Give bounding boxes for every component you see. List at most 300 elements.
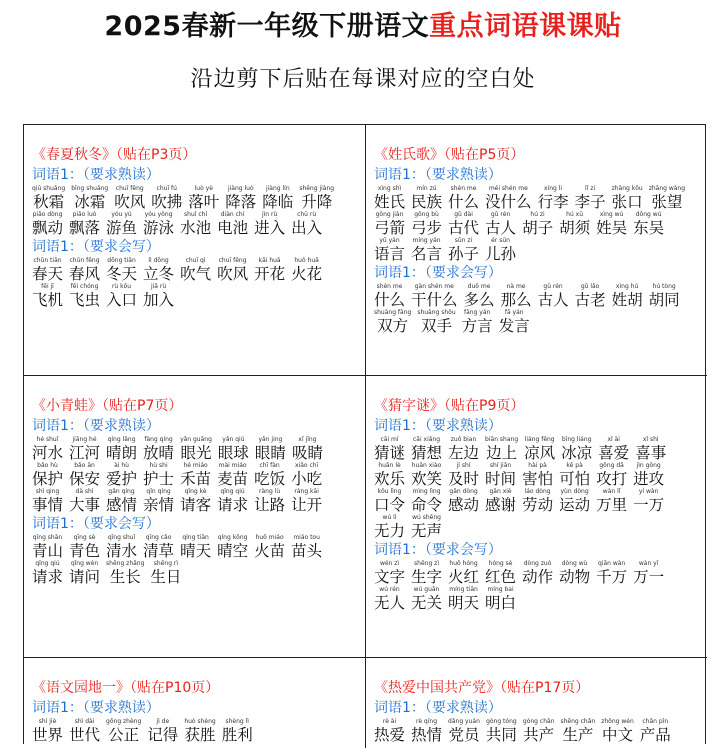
vocab-word [32,283,63,309]
pinyin: kǒu lìng [377,488,402,495]
pinyin: jì de [156,718,170,725]
hanzi: 胡同 [648,291,680,309]
hanzi: 吃饭 [254,470,286,488]
hanzi: 名言 [411,245,443,263]
lesson-cell [366,658,707,748]
pinyin: qǐng wèn [70,560,99,567]
hanzi: 获胜 [184,726,216,744]
vocab-word [448,185,479,211]
vocab-word [69,718,100,744]
hanzi: 秋霜 [33,193,65,211]
section-label: 词语1：（要求熟读） [32,418,160,434]
vocab-word [649,185,685,211]
pinyin: xǐ shì [642,436,659,443]
hanzi: 爱护 [106,470,138,488]
hanzi: 冬天 [106,265,138,283]
pinyin: bīng liáng [561,436,592,443]
vocab-word [69,560,100,586]
pinyin: méi shén me [488,185,528,192]
vocab-word [522,211,553,237]
vocab-word [635,436,666,462]
pinyin: qīng shuǐ [107,534,136,541]
vocab-word [374,436,405,462]
pinyin: qǐng kè [184,488,207,495]
hanzi: 冰霜 [74,193,106,211]
pinyin: chūn fēng [69,257,100,264]
pinyin: míng tiān [449,586,478,593]
hanzi: 可怕 [559,470,591,488]
vocab-word [417,309,455,335]
hanzi: 苗头 [291,542,323,560]
vocab-word [538,283,569,309]
vocab-word [106,283,137,309]
hanzi: 进攻 [633,470,665,488]
vocab-word [411,560,442,586]
pinyin: hé miáo [183,462,208,469]
lesson-title: 《语文园地一》（贴在P10页） [32,680,220,696]
pinyin: lǐ zi [585,185,596,192]
vocab-word [217,488,248,514]
vocab-word [254,257,285,283]
vocab-word [598,436,629,462]
vocab-word [411,237,442,263]
vocab-word [374,718,405,744]
pinyin: miáo tou [293,534,320,541]
hanzi: 胡子 [522,219,554,237]
pinyin: yǎn jing [258,436,283,443]
word-list [32,436,365,514]
lesson-cell [24,376,366,658]
vocab-word [106,560,144,586]
pinyin: jí shí [456,462,471,469]
pinyin: chǎn pǐn [642,718,669,725]
pinyin: wú shēng [412,514,441,521]
vocab-word [523,718,555,744]
vocab-word [499,309,530,335]
pinyin: chuī fēng [115,185,144,192]
hanzi: 感谢 [485,496,517,514]
pinyin: qíng tiān [182,534,209,541]
hanzi: 吹风 [114,193,146,211]
pinyin: xìng wú [599,211,624,218]
hanzi: 无关 [411,594,443,612]
vocab-word [188,185,219,211]
hanzi: 欢笑 [411,470,443,488]
vocab-word [69,488,100,514]
hanzi: 水池 [180,219,212,237]
vocab-word [254,488,285,514]
pinyin: piāo luò [72,211,97,218]
hanzi: 凉风 [524,444,556,462]
lesson-title: 《猜字谜》（贴在P9页） [374,398,525,414]
vocab-word [262,185,293,211]
pinyin: qīng shān [32,534,63,541]
title-main: 2025春新一年级下册语文 [104,11,430,42]
hanzi: 吹风 [217,265,249,283]
lesson-cell [366,376,707,658]
vocab-word [217,534,248,560]
vocab-word [217,257,248,283]
pinyin: shēng zhǎng [106,560,145,567]
hanzi: 姓胡 [611,291,643,309]
hanzi: 亲情 [143,496,175,514]
hanzi: 感动 [448,496,480,514]
vocab-word [596,462,627,488]
vocab-word [559,560,590,586]
pinyin: gōng jiàn [375,211,404,218]
hanzi: 中文 [601,726,633,744]
hanzi: 落叶 [188,193,220,211]
pinyin: qiān wàn [597,560,626,567]
vocab-word [411,718,442,744]
hanzi: 害怕 [522,470,554,488]
hanzi: 无力 [374,522,406,540]
vocab-word [464,283,495,309]
hanzi: 让路 [254,496,286,514]
pinyin: yùn dòng [560,488,589,495]
hanzi: 生字 [411,568,443,586]
lesson-cell [366,125,707,376]
section-label: 词语1：（要求熟读） [374,700,502,716]
pinyin: fēi jī [41,283,54,290]
pinyin: wú guān [413,586,440,593]
pinyin: gōng dǎ [599,462,624,469]
vocab-word [411,185,442,211]
pinyin: hù shi [149,462,168,469]
hanzi: 生产 [562,726,594,744]
hanzi: 降临 [262,193,294,211]
vocab-word [411,462,442,488]
pinyin: ràng kāi [294,488,319,495]
vocab-word [485,586,516,612]
vocab-word [32,718,63,744]
pinyin: dōng wú [635,211,662,218]
pinyin: shì jiè [38,718,57,725]
pinyin: kāi huā [258,257,281,264]
pinyin: fāng yán [464,309,491,316]
vocab-word [69,257,100,283]
pinyin: bǎo ān [74,462,95,469]
pinyin: huǒ miáo [255,534,284,541]
title-highlight: 重点词语课课贴 [429,11,622,42]
vocab-word [114,185,145,211]
vocab-word [143,211,174,237]
vocab-word [485,237,516,263]
hanzi: 喜爱 [598,444,630,462]
hanzi: 飘落 [69,219,101,237]
vocab-word [225,185,256,211]
pinyin: xìng shì [377,185,402,192]
hanzi: 无人 [374,594,406,612]
pinyin: gǎn xiè [489,488,512,495]
pinyin: gōng bù [414,211,439,218]
vocab-word [106,488,137,514]
pinyin: jiāng hé [72,436,97,443]
pinyin: xǐ ài [607,436,620,443]
hanzi: 动物 [559,568,591,586]
vocab-word [596,488,627,514]
pinyin: dòng zuò [523,560,552,567]
vocab-word [485,436,518,462]
hanzi: 孙子 [448,245,480,263]
vocab-word [374,586,405,612]
hanzi: 生日 [150,568,182,586]
hanzi: 弓步 [411,219,443,237]
hanzi: 公正 [108,726,140,744]
word-list [374,283,707,335]
vocab-word [143,462,174,488]
hanzi: 感情 [106,496,138,514]
vocab-word [69,283,100,309]
pinyin: shēng chǎn [560,718,596,725]
vocab-word [559,211,590,237]
hanzi: 张望 [651,193,683,211]
vocab-word [180,462,211,488]
lesson-cell [24,125,366,376]
vocab-word [374,560,405,586]
vocab-word [32,534,63,560]
pinyin: rè ài [382,718,397,725]
vocab-word [374,514,405,540]
hanzi: 眼球 [217,444,249,462]
vocab-word [485,488,516,514]
word-list [32,534,365,586]
pinyin: wén zì [379,560,400,567]
hanzi: 世代 [69,726,101,744]
hanzi: 入口 [106,291,138,309]
hanzi: 吸睛 [291,444,323,462]
pinyin: liáng fēng [524,436,555,443]
vocab-word [106,257,137,283]
pinyin: qīng cǎo [145,534,172,541]
hanzi: 口令 [374,496,406,514]
pinyin: hé shuǐ [36,436,59,443]
vocab-word [217,462,248,488]
hanzi: 事情 [32,496,64,514]
vocab-word [374,462,405,488]
vocab-word [143,488,174,514]
vocab-word [633,211,664,237]
hanzi: 李子 [574,193,606,211]
pinyin: bīng shuāng [71,185,109,192]
vocab-word [486,718,517,744]
vocab-word [106,436,137,462]
vocab-word [411,488,442,514]
vocab-word [106,718,141,744]
pinyin: yí wàn [638,488,659,495]
pinyin: shēng jiàng [299,185,335,192]
hanzi: 左边 [448,444,480,462]
pinyin: huān xiào [411,462,442,469]
hanzi: 禾苗 [180,470,212,488]
hanzi: 攻打 [596,470,628,488]
vocab-word [69,436,100,462]
pinyin: ràng lù [259,488,281,495]
pinyin: chuī fú [156,185,177,192]
pinyin: shēng zì [414,560,439,567]
vocab-word [501,283,532,309]
vocab-word [32,462,63,488]
pinyin: shì dài [74,718,95,725]
pinyin: biān shang [485,436,519,443]
hanzi: 古人 [537,291,569,309]
pinyin: gòng tóng [486,718,517,725]
word-list [32,185,365,237]
hanzi: 世界 [32,726,64,744]
vocab-word [411,211,442,237]
hanzi: 千万 [596,568,628,586]
hanzi: 清草 [143,542,175,560]
vocab-word [106,211,137,237]
pinyin: shēng rì [153,560,179,567]
vocab-word [649,283,680,309]
hanzi: 姓吴 [596,219,628,237]
pinyin: cāi mí [380,436,399,443]
pinyin: jiàng lín [265,185,290,192]
pinyin: yóu yú [111,211,132,218]
pinyin: xìng hú [615,283,639,290]
hanzi: 共产 [523,726,555,744]
vocab-word [291,257,322,283]
hanzi: 晴天 [180,542,212,560]
hanzi: 那么 [500,291,532,309]
pinyin: hóng sè [488,560,513,567]
vocab-word [633,560,664,586]
hanzi: 双方 [377,317,409,335]
vocab-word [218,436,249,462]
vocab-word [254,211,285,237]
vocab-word [299,185,334,211]
hanzi: 什么 [374,291,406,309]
hanzi: 飞机 [32,291,64,309]
hanzi: 进入 [254,219,286,237]
hanzi: 干什么 [411,291,458,309]
pinyin: jìn gōng [636,462,661,469]
pinyin: diàn chí [220,211,245,218]
hanzi: 记得 [147,726,179,744]
hanzi: 边上 [486,444,518,462]
vocab-word [448,237,479,263]
hanzi: 劳动 [522,496,554,514]
hanzi: 请客 [180,496,212,514]
vocab-word [69,534,100,560]
hanzi: 眼睛 [254,444,286,462]
vocab-word [143,534,174,560]
word-list [374,436,707,540]
hanzi: 产品 [639,726,671,744]
vocab-word [147,718,178,744]
vocab-word [291,534,322,560]
hanzi: 晴空 [217,542,249,560]
pinyin: jiā rù [150,283,167,290]
vocab-word [640,718,671,744]
pinyin: shuāng fāng [374,309,412,316]
pinyin: dòng wù [561,560,588,567]
pinyin: hài pà [528,462,547,469]
hanzi: 多么 [463,291,495,309]
hanzi: 热爱 [374,726,406,744]
hanzi: 飞虫 [69,291,101,309]
hanzi: 欢乐 [374,470,406,488]
vocab-word [254,534,285,560]
pinyin: shí jiān [489,462,512,469]
pinyin: gǎn dòng [449,488,478,495]
pinyin: huǒ hóng [449,560,478,567]
hanzi: 护士 [143,470,175,488]
vocab-word [106,534,137,560]
vocab-word [374,283,405,309]
hanzi: 麦苗 [217,470,249,488]
hanzi: 生长 [109,568,141,586]
pinyin: xiǎo chī [294,462,319,469]
pinyin: zuǒ bian [450,436,477,443]
vocab-word [575,185,606,211]
pinyin: bǎo hù [37,462,58,469]
vocab-word [522,488,553,514]
hanzi: 清水 [106,542,138,560]
pinyin: wàn yī [638,560,659,567]
pinyin: fēi chóng [70,283,99,290]
pinyin: qīng sè [73,534,96,541]
pinyin: gǔ lǎo [580,283,600,290]
hanzi: 猜谜 [374,444,406,462]
hanzi: 吹气 [180,265,212,283]
pinyin: hú tòng [652,283,676,290]
hanzi: 吹拂 [151,193,183,211]
vocab-word [522,560,553,586]
vocab-word [32,211,63,237]
pinyin: shèng lì [225,718,249,725]
pinyin: míng yán [412,237,441,244]
section-label: 词语1：（要求熟读） [374,167,502,183]
hanzi: 游泳 [143,219,175,237]
pinyin: shén me [376,283,403,290]
pinyin: yǎn qiú [222,436,245,443]
vocab-word [448,488,479,514]
vocab-word [180,436,212,462]
lesson-title: 《热爱中国共产党》（贴在P17页） [374,680,590,696]
word-list [374,185,707,263]
hanzi: 开花 [254,265,286,283]
hanzi: 保安 [69,470,101,488]
section-label: 词语1：（要求会写） [374,265,502,281]
pinyin: wú lì [382,514,397,521]
hanzi: 胜利 [221,726,253,744]
hanzi: 一万 [633,496,665,514]
vocab-word [69,462,100,488]
pinyin: qíng kōng [217,534,248,541]
hanzi: 什么 [448,193,480,211]
pinyin: wàn lǐ [602,488,621,495]
vocab-word [180,211,211,237]
word-list [374,560,707,612]
pinyin: shén me [450,185,477,192]
vocab-word [411,283,458,309]
pinyin: qiū shuāng [32,185,66,192]
hanzi: 方言 [461,317,493,335]
vocab-word [596,211,627,237]
hanzi: 游鱼 [106,219,138,237]
pinyin: fàng qíng [144,436,173,443]
vocab-word [411,586,442,612]
hanzi: 古人 [485,219,517,237]
pinyin: qíng lǎng [107,436,136,443]
vocab-word [601,718,634,744]
pinyin: huò shèng [184,718,216,725]
vocab-word [143,283,174,309]
pinyin: gàn shén me [414,283,454,290]
pinyin: nà me [506,283,526,290]
